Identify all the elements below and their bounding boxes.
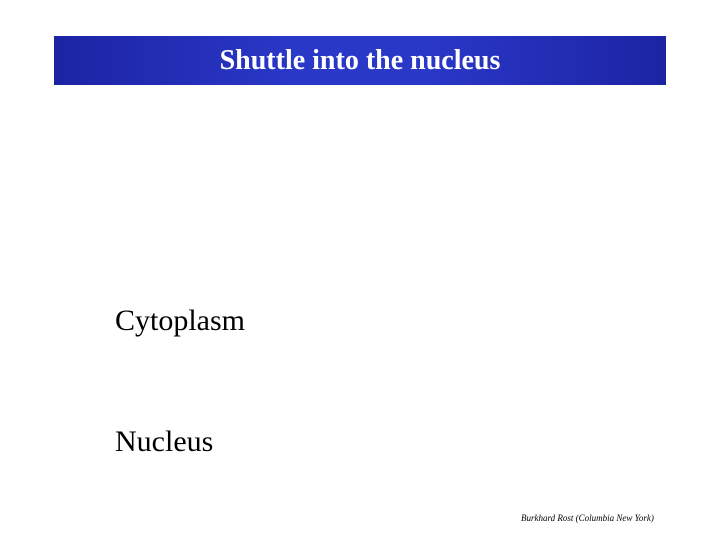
author-credit: Burkhard Rost (Columbia New York) [521,513,654,523]
cytoplasm-label: Cytoplasm [115,304,246,337]
slide-title-bar [54,36,666,85]
nucleus-label: Nucleus [115,425,214,458]
slide-title: Shuttle into the nucleus [219,44,501,76]
